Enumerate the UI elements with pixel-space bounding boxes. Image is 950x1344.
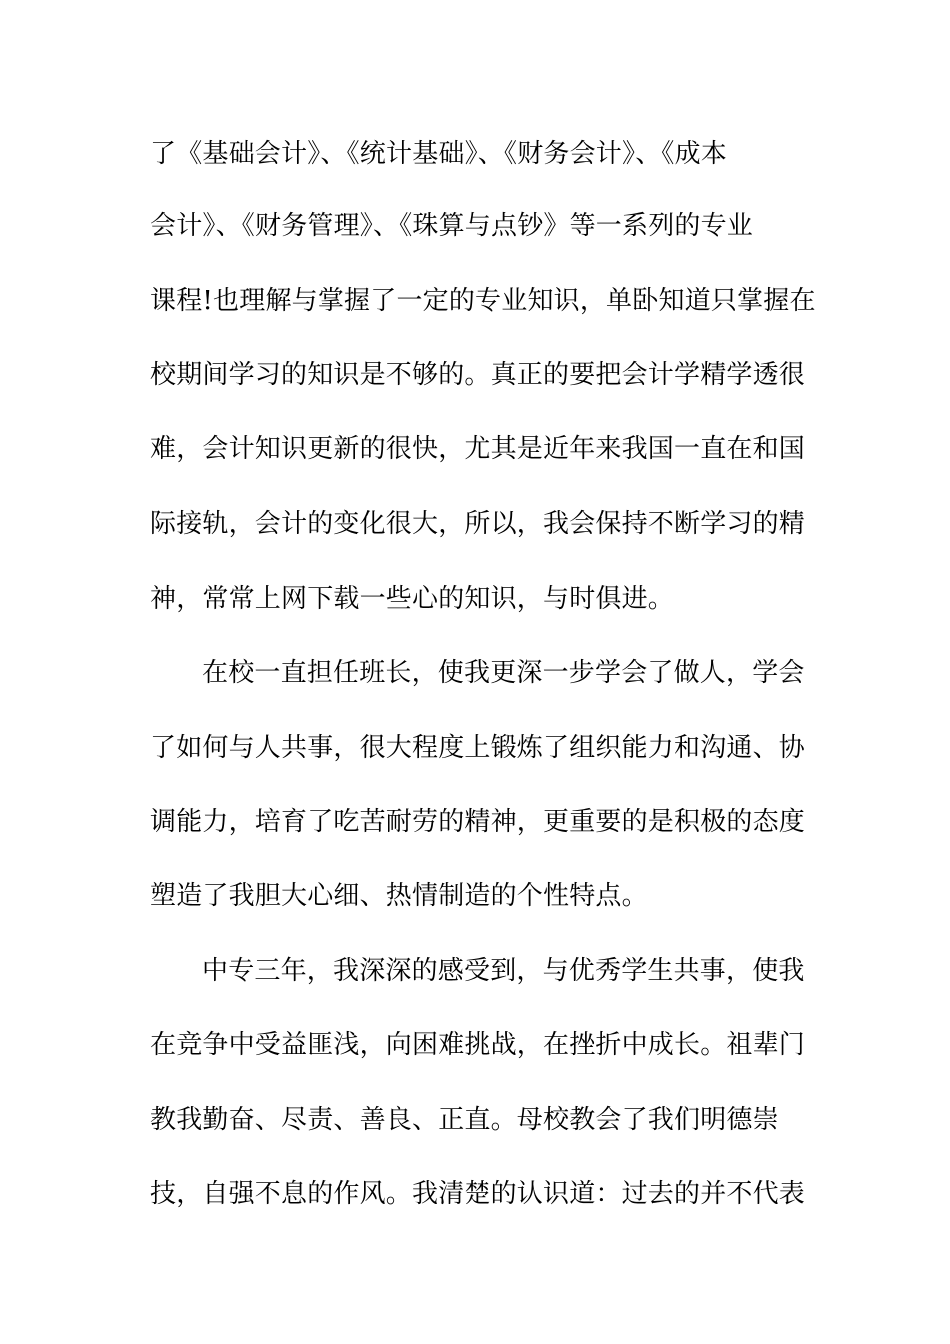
text-line: 校期间学习的知识是不够的。真正的要把会计学精学透很 <box>150 360 806 390</box>
paragraph-start-line: 在校一直担任班长，使我更深一步学会了做人，学会 <box>202 658 805 688</box>
text-line: 技，自强不息的作风。我清楚的认识道：过去的并不代表 <box>150 1179 806 1209</box>
text-line: 会计》、《财务管理》、《珠算与点钞》等一系列的专业 <box>150 211 754 241</box>
text-line: 了如何与人共事，很大程度上锻炼了组织能力和沟通、协 <box>150 733 806 763</box>
text-line: 难，会计知识更新的很快，尤其是近年来我国一直在和国 <box>150 434 806 464</box>
text-line: 课程!也理解与掌握了一定的专业知识，单卧知道只掌握在 <box>150 286 816 316</box>
text-line: 塑造了我胆大心细、热情制造的个性特点。 <box>150 881 648 911</box>
text-line: 了《基础会计》、《统计基础》、《财务会计》、《成本 <box>150 139 728 169</box>
text-line: 教我勤奋、尽责、善良、正直。母校教会了我们明德崇 <box>150 1105 779 1135</box>
text-line: 神，常常上网下载一些心的知识，与时俱进。 <box>150 584 675 614</box>
text-line: 调能力，培育了吃苦耐劳的精神，更重要的是积极的态度 <box>150 807 806 837</box>
text-line: 在竞争中受益匪浅，向困难挑战，在挫折中成长。祖辈门 <box>150 1030 806 1060</box>
paragraph-start-line: 中专三年，我深深的感受到，与优秀学生共事，使我 <box>202 956 805 986</box>
text-line: 际接轨，会计的变化很大，所以，我会保持不断学习的精 <box>150 509 806 539</box>
